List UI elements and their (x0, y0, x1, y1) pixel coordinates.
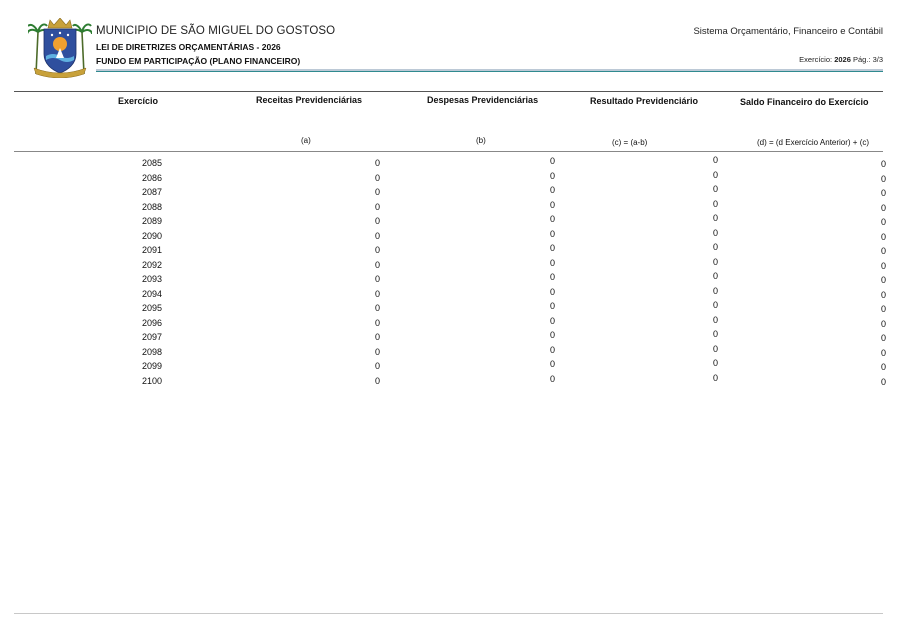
column-header-expenses: Despesas Previdenciárias (427, 95, 539, 105)
table-row (0, 329, 900, 346)
cell-year: 2093 (141, 274, 162, 284)
cell-balance: 0 (880, 376, 886, 387)
cell-result: 0 (712, 314, 718, 325)
cell-balance: 0 (880, 289, 886, 300)
cell-revenues: 0 (374, 158, 380, 168)
table-row (0, 256, 900, 274)
column-sub-balance: (d) = (d Exercício Anterior) + (c) (757, 138, 870, 147)
column-header-balance: Saldo Financeiro do Exercício (740, 97, 869, 107)
system-name: Sistema Orçamentário, Financeiro e Contábil (693, 26, 883, 37)
cell-year: 2092 (141, 259, 162, 270)
cell-expenses: 0 (549, 315, 555, 326)
exercise-year: 2026 (834, 55, 851, 64)
cell-balance: 0 (880, 275, 886, 285)
cell-balance: 0 (880, 318, 886, 329)
cell-year: 2100 (141, 375, 162, 386)
table-row (0, 169, 900, 187)
table-row (0, 184, 900, 201)
cell-expenses: 0 (549, 243, 555, 253)
cell-revenues: 0 (374, 230, 380, 241)
cell-balance: 0 (880, 202, 886, 213)
cell-year: 2085 (141, 158, 162, 168)
table-row (0, 314, 900, 332)
cell-year: 2094 (141, 288, 162, 299)
cell-expenses: 0 (549, 199, 555, 210)
cell-expenses: 0 (549, 257, 555, 268)
table-row (0, 343, 900, 361)
cell-result: 0 (712, 184, 718, 194)
cell-balance: 0 (880, 260, 886, 271)
cell-balance: 0 (880, 362, 886, 372)
cell-revenues: 0 (374, 303, 380, 313)
cell-expenses: 0 (549, 272, 555, 282)
column-sub-revenues: (a) (301, 136, 311, 145)
table-row (0, 358, 900, 375)
cell-year: 2088 (141, 201, 162, 212)
column-sub-expenses: (b) (476, 136, 486, 145)
table-row (0, 300, 900, 317)
cell-year: 2097 (141, 332, 162, 342)
cell-result: 0 (712, 358, 718, 368)
cell-revenues: 0 (374, 259, 380, 270)
cell-balance: 0 (880, 188, 886, 198)
cell-balance: 0 (880, 333, 886, 343)
column-sub-result: (c) = (a-b) (612, 138, 648, 147)
cell-expenses: 0 (549, 185, 555, 195)
cell-expenses: 0 (549, 228, 555, 239)
cell-result: 0 (712, 155, 718, 165)
cell-result: 0 (712, 256, 718, 267)
cell-year: 2099 (141, 361, 162, 371)
cell-revenues: 0 (374, 216, 380, 226)
table-row (0, 285, 900, 303)
cell-result: 0 (712, 329, 718, 339)
header-divider-accent (96, 71, 883, 72)
cell-result: 0 (712, 169, 718, 180)
cell-year: 2098 (141, 346, 162, 357)
cell-revenues: 0 (374, 332, 380, 342)
cell-revenues: 0 (374, 172, 380, 183)
column-header-revenues: Receitas Previdenciárias (256, 95, 363, 105)
cell-balance: 0 (880, 173, 886, 184)
cell-revenues: 0 (374, 288, 380, 299)
cell-expenses: 0 (549, 359, 555, 369)
column-header-result: Resultado Previdenciário (590, 96, 699, 106)
law-title: LEI DE DIRETRIZES ORÇAMENTÁRIAS - 2026 (96, 42, 281, 52)
cell-result: 0 (712, 343, 718, 354)
cell-balance: 0 (880, 347, 886, 358)
cell-revenues: 0 (374, 346, 380, 357)
cell-result: 0 (712, 198, 718, 209)
cell-result: 0 (712, 227, 718, 238)
cell-expenses: 0 (549, 330, 555, 340)
cell-year: 2095 (141, 303, 162, 313)
cell-balance: 0 (880, 304, 886, 314)
cell-revenues: 0 (374, 317, 380, 328)
table-row (0, 242, 900, 259)
coat-of-arms-logo (28, 18, 92, 78)
table-row (0, 227, 900, 245)
cell-revenues: 0 (374, 187, 380, 197)
table-row (0, 271, 900, 288)
cell-expenses: 0 (549, 156, 555, 166)
table-row (0, 213, 900, 230)
column-header-exercise: Exercício (118, 96, 159, 106)
fund-title: FUNDO EM PARTICIPAÇÃO (PLANO FINANCEIRO) (96, 56, 301, 66)
table-header-bottom-border (14, 151, 883, 152)
exercise-label: Exercício: (799, 55, 833, 64)
cell-revenues: 0 (374, 375, 380, 386)
table-row (0, 198, 900, 216)
cell-year: 2086 (141, 172, 162, 183)
cell-revenues: 0 (374, 361, 380, 371)
cell-balance: 0 (880, 231, 886, 242)
cell-result: 0 (712, 285, 718, 296)
cell-result: 0 (712, 242, 718, 252)
footer-divider (14, 613, 883, 614)
cell-expenses: 0 (549, 286, 555, 297)
cell-year: 2087 (141, 187, 162, 197)
cell-expenses: 0 (549, 214, 555, 224)
cell-year: 2091 (141, 245, 162, 255)
cell-result: 0 (712, 213, 718, 223)
cell-balance: 0 (880, 246, 886, 256)
cell-revenues: 0 (374, 201, 380, 212)
table-row (0, 155, 900, 172)
cell-balance: 0 (880, 159, 886, 169)
cell-expenses: 0 (549, 344, 555, 355)
cell-year: 2096 (141, 317, 162, 328)
table-row (0, 372, 900, 390)
table-top-border (14, 91, 883, 92)
cell-expenses: 0 (549, 301, 555, 311)
cell-expenses: 0 (549, 373, 555, 384)
cell-revenues: 0 (374, 274, 380, 284)
cell-result: 0 (712, 300, 718, 310)
cell-year: 2090 (141, 230, 162, 241)
page-number: Pág.: 3/3 (852, 55, 883, 64)
municipality-name: MUNICIPIO DE SÃO MIGUEL DO GOSTOSO (96, 25, 336, 37)
exercise-page-info (799, 55, 883, 64)
cell-result: 0 (712, 271, 718, 281)
cell-revenues: 0 (374, 245, 380, 255)
cell-expenses: 0 (549, 170, 555, 181)
cell-result: 0 (712, 372, 718, 383)
cell-balance: 0 (880, 217, 886, 227)
cell-year: 2089 (141, 216, 162, 226)
